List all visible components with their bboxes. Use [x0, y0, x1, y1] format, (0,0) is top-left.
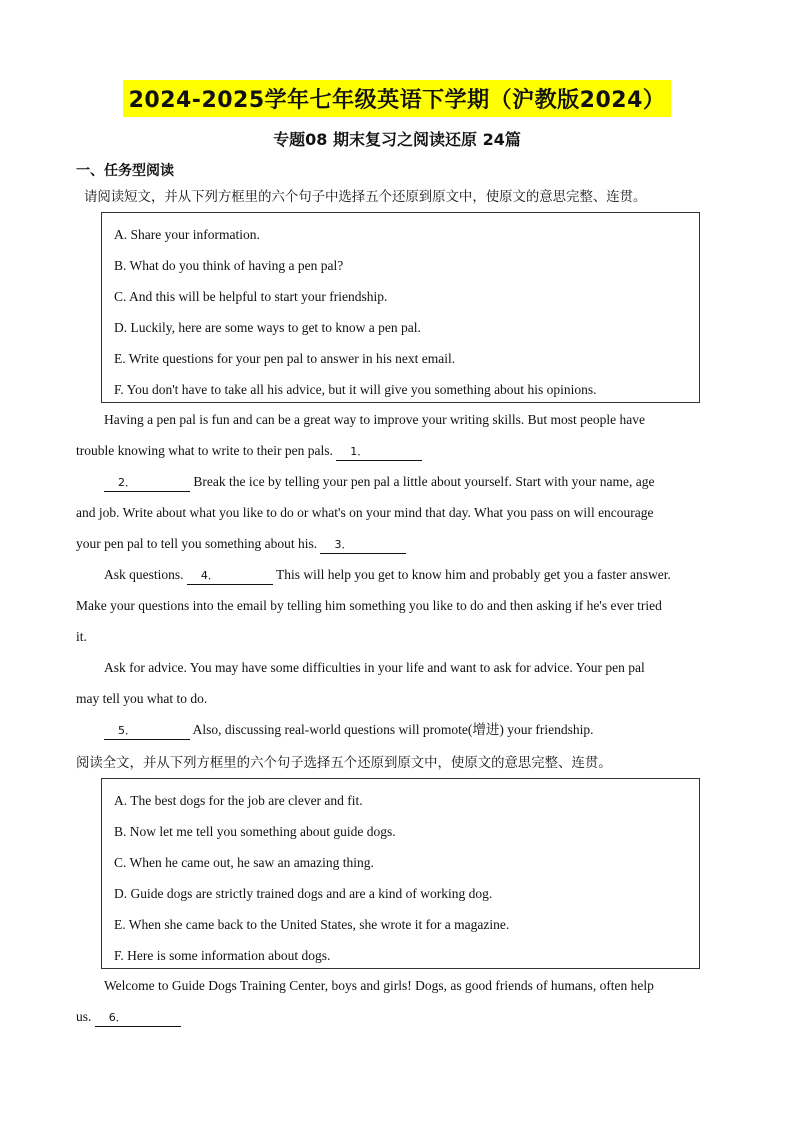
passage1-line [76, 714, 718, 745]
option-f: F. Here is some information about dogs. [114, 948, 331, 963]
passage1-line: it. [76, 629, 87, 644]
option-a: A. The best dogs for the job are clever and fit. [114, 793, 363, 808]
option-b: B. Now let me tell you something about guide dogs. [114, 824, 396, 839]
passage1-text-span: Also, discussing real-world questions will promote(增进) your friendship. [192, 722, 594, 737]
passage2-text [76, 970, 718, 1032]
page-subtitle: 专题08 期末复习之阅读还原 24篇 [273, 130, 521, 149]
section-heading: 一、任务型阅读 [76, 163, 174, 179]
option-f: F. You don't have to take all his advice, but it will give you something about his opinions. [114, 382, 597, 397]
blank-3[interactable]: 3． [320, 537, 406, 554]
blank-4[interactable]: 4． [187, 568, 273, 585]
passage1-text-span: This will help you get to know him and probably get you a faster answer. [276, 567, 671, 582]
option-d: D. Guide dogs are strictly trained dogs and are a kind of working dog. [114, 886, 493, 901]
passage1-line: Having a pen pal is fun and can be a great way to improve your writing skills. But most people have [104, 412, 645, 427]
blank-5[interactable]: 5． [104, 723, 190, 740]
passage1-line [76, 559, 718, 590]
passage1-text-span: trouble knowing what to write to their pen pals. [76, 443, 333, 458]
passage1-line: Ask for advice. You may have some difficulties in your life and want to ask for advice. Your pen pal [104, 660, 645, 675]
blank-1[interactable]: 1． [336, 444, 422, 461]
blank-2[interactable]: 2． [104, 475, 190, 492]
passage2-instruction: 阅读全文，并从下列方框里的六个句子选择五个还原到原文中，使原文的意思完整、连贯。 [76, 756, 612, 771]
passage1-line [76, 435, 718, 466]
passage2-text-span: us. [76, 1009, 92, 1024]
passage1-line [76, 466, 718, 497]
passage1-options-box [101, 212, 700, 403]
passage2-options-box [101, 778, 700, 969]
option-d: D. Luckily, here are some ways to get to know a pen pal. [114, 320, 421, 335]
passage1-text-span: your pen pal to tell you something about his. [76, 536, 318, 551]
passage1-line [76, 528, 718, 559]
passage1-line: may tell you what to do. [76, 691, 208, 706]
option-e: E. Write questions for your pen pal to answer in his next email. [114, 351, 456, 366]
passage1-text-span: Ask questions. [104, 567, 184, 582]
option-e: E. When she came back to the United States, she wrote it for a magazine. [114, 917, 510, 932]
option-a: A. Share your information. [114, 227, 260, 242]
option-c: C. When he came out, he saw an amazing thing. [114, 855, 374, 870]
passage2-line: Welcome to Guide Dogs Training Center, boys and girls! Dogs, as good friends of humans, often help [104, 978, 654, 993]
page-title: 2024-2025学年七年级英语下学期（沪教版2024） [123, 80, 672, 117]
passage1-line: and job. Write about what you like to do or what's on your mind that day. What you pass on will encourage [76, 505, 654, 520]
passage1-text-span: Break the ice by telling your pen pal a little about yourself. Start with your name, age [193, 474, 655, 489]
option-b: B. What do you think of having a pen pal? [114, 258, 344, 273]
title-wrap [0, 80, 794, 117]
passage1-line: Make your questions into the email by telling him something you like to do and then asking if he's ever tried [76, 598, 662, 613]
passage2-line [76, 1001, 718, 1032]
blank-6[interactable]: 6． [95, 1010, 181, 1027]
passage1-text [76, 404, 718, 745]
passage1-instruction: 请阅读短文，并从下列方框里的六个句子中选择五个还原到原文中，使原文的意思完整、连贯。 [84, 190, 647, 205]
option-c: C. And this will be helpful to start your friendship. [114, 289, 388, 304]
